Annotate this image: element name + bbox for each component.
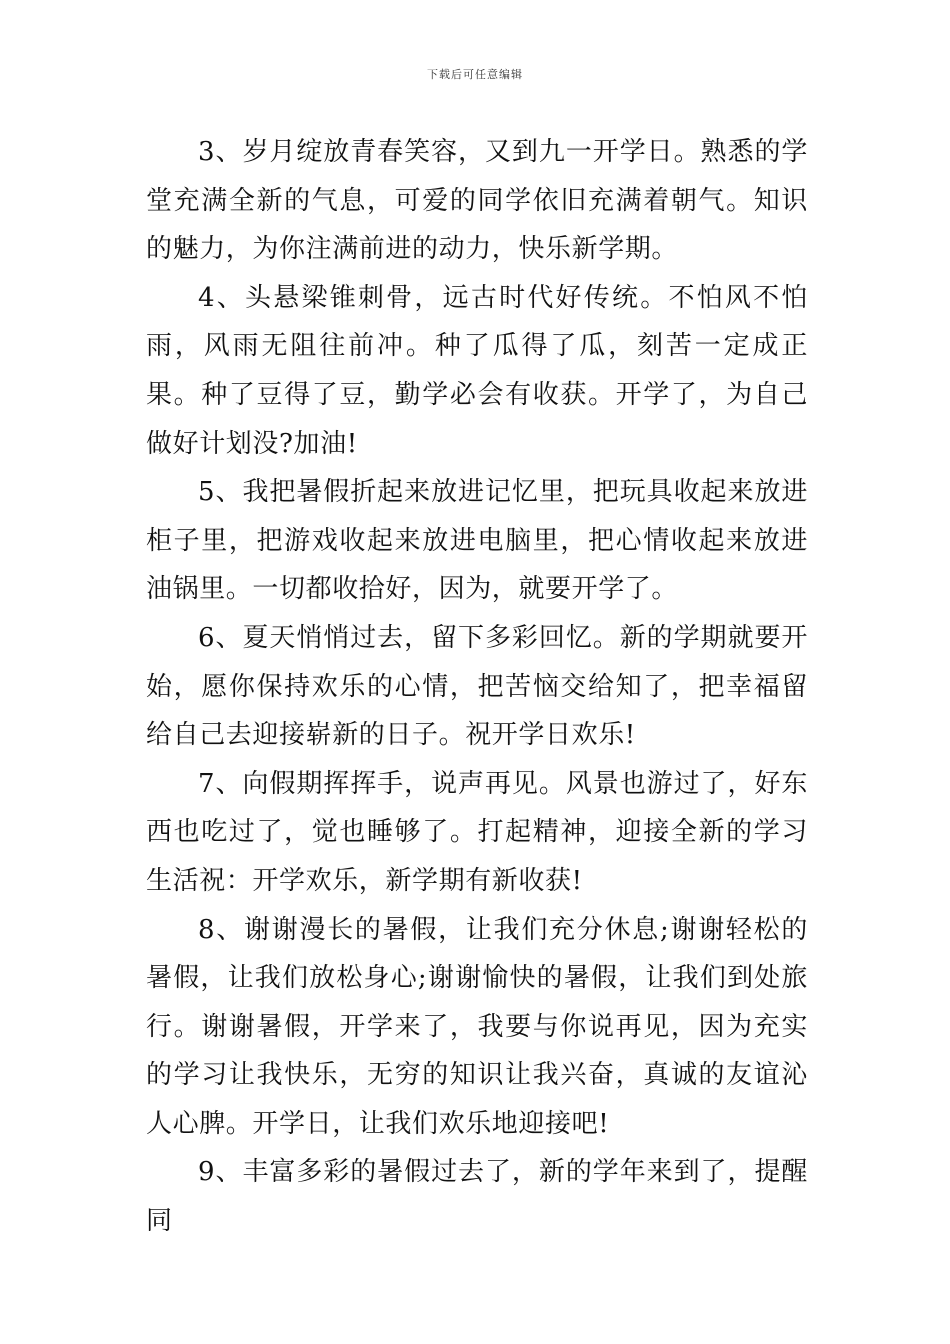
paragraph-9: 9、丰富多彩的暑假过去了，新的学年来到了，提醒同	[146, 1157, 808, 1237]
page-header: 下载后可任意编辑	[427, 68, 523, 81]
document-body	[146, 128, 808, 1246]
paragraph-8: 8、谢谢漫长的暑假，让我们充分休息;谢谢轻松的暑假，让我们放松身心;谢谢愉快的暑假，让我们到处旅行。谢谢暑假，开学来了，我要与你说再见，因为充实的学习让我快乐，无穷的知识让我兴奋，真诚的友谊沁人心脾。开学日，让我们欢乐地迎接吧!	[146, 914, 808, 1139]
paragraph-7: 7、向假期挥挥手，说声再见。风景也游过了，好东西也吃过了，觉也睡够了。打起精神，迎接全新的学习生活祝：开学欢乐，新学期有新收获!	[146, 768, 808, 896]
paragraph-3: 3、岁月绽放青春笑容，又到九一开学日。熟悉的学堂充满全新的气息，可爱的同学依旧充满着朝气。知识的魅力，为你注满前进的动力，快乐新学期。	[146, 137, 808, 265]
paragraph-5: 5、我把暑假折起来放进记忆里，把玩具收起来放进柜子里，把游戏收起来放进电脑里，把心情收起来放进油锅里。一切都收拾好，因为，就要开学了。	[146, 477, 808, 605]
paragraph-4: 4、头悬梁锥刺骨，远古时代好传统。不怕风不怕雨，风雨无阻往前冲。种了瓜得了瓜，刻苦一定成正果。种了豆得了豆，勤学必会有收获。开学了，为自己做好计划没?加油!	[146, 282, 808, 459]
paragraph-6: 6、夏天悄悄过去，留下多彩回忆。新的学期就要开始，愿你保持欢乐的心情，把苦恼交给知了，把幸福留给自己去迎接崭新的日子。祝开学日欢乐!	[146, 622, 808, 751]
